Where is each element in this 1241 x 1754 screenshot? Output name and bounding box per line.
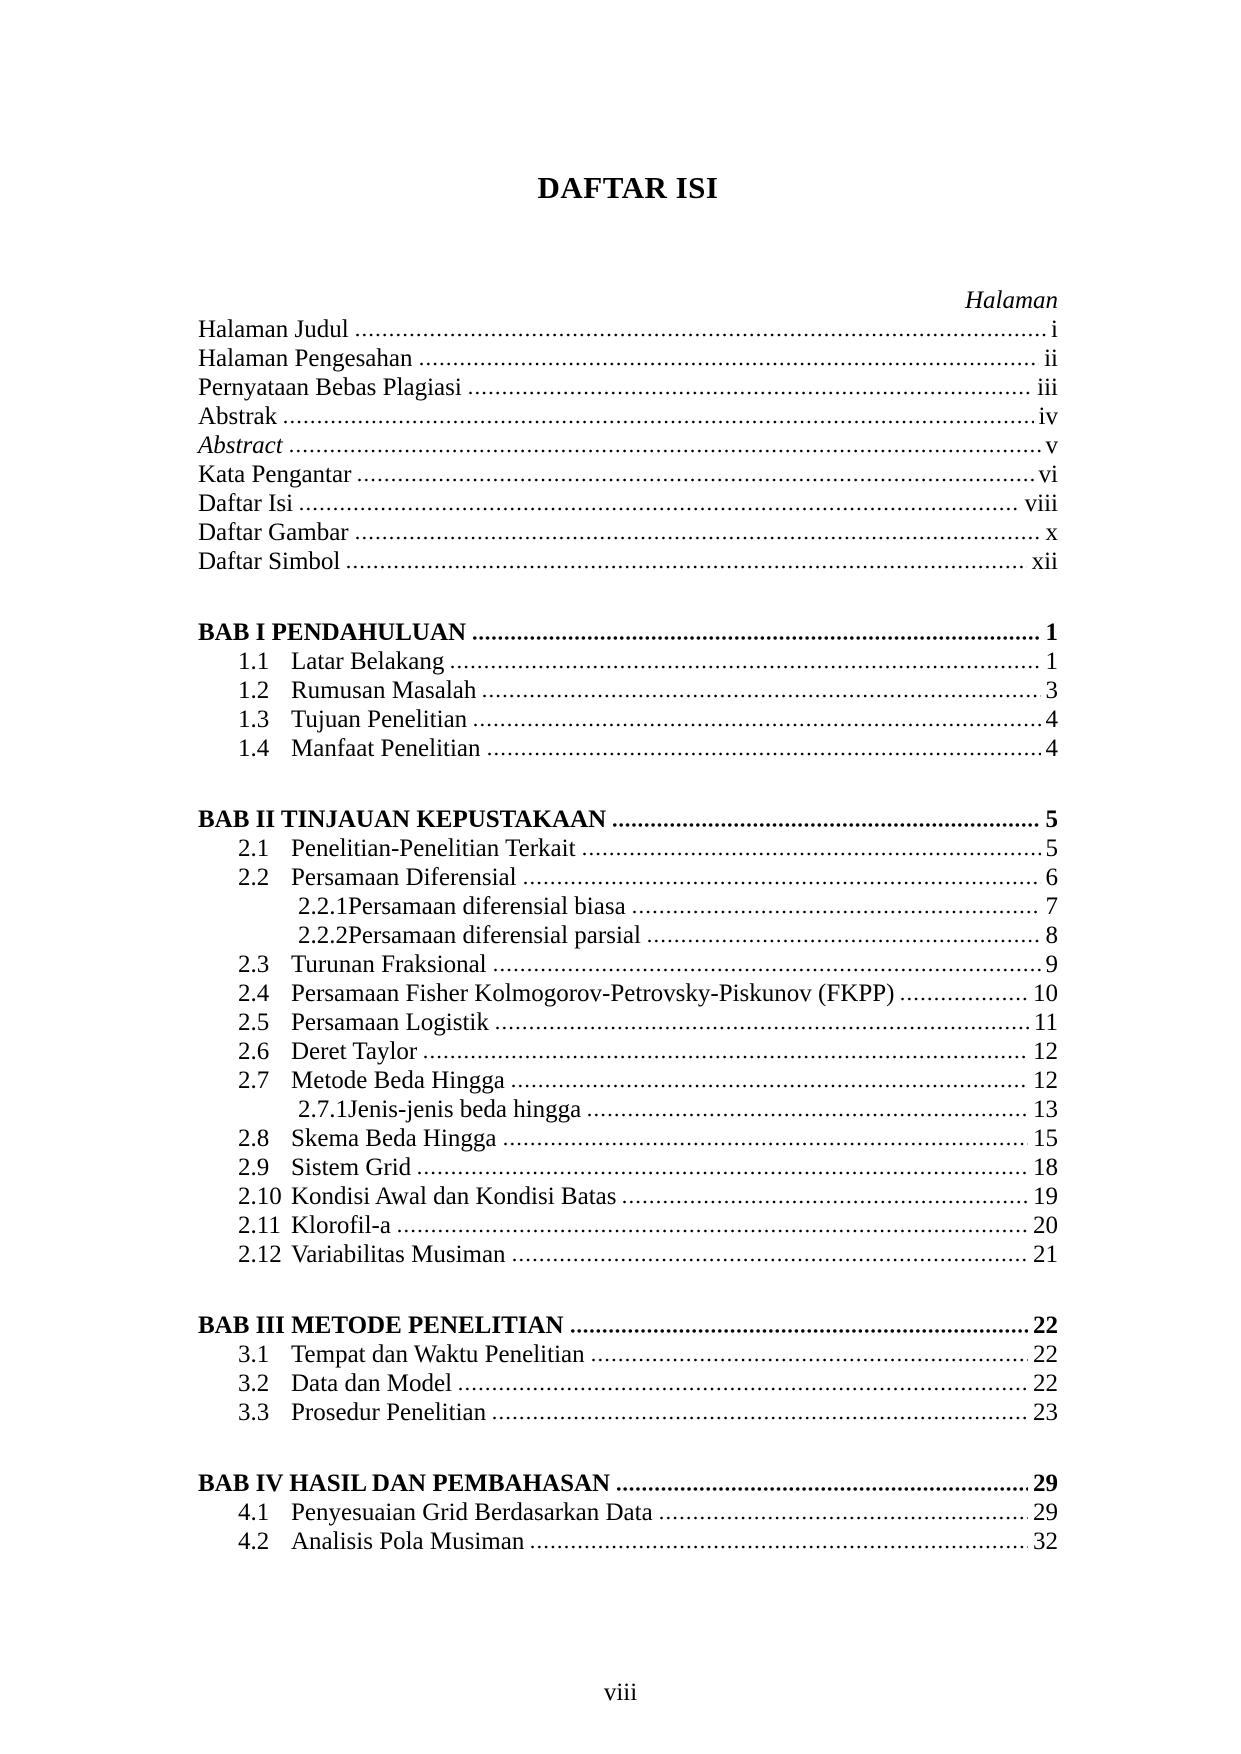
toc-leader-dots bbox=[355, 315, 1046, 344]
toc-page-number: vi bbox=[1038, 461, 1058, 488]
toc-leader-dots bbox=[468, 373, 1032, 402]
toc-entry-row bbox=[198, 1498, 1058, 1527]
toc-page-number: 15 bbox=[1033, 1125, 1058, 1152]
toc-leader-dots bbox=[591, 1340, 1028, 1369]
toc-entry-label: Persamaan diferensial parsial bbox=[348, 922, 641, 949]
toc-entry-number: 4.2 bbox=[238, 1528, 270, 1555]
toc-entry-row bbox=[198, 518, 1058, 547]
toc-page-number: x bbox=[1045, 519, 1058, 546]
toc-leader-dots bbox=[493, 950, 1041, 979]
toc-entry-number: 2.7 bbox=[238, 1067, 270, 1094]
toc-entry-row bbox=[198, 863, 1058, 892]
toc-chapter-title: BAB I PENDAHULUAN bbox=[198, 619, 467, 646]
toc-entry-row bbox=[198, 647, 1058, 676]
toc-entry-label: Turunan Fraksional bbox=[291, 951, 487, 978]
toc-entry-label: Sistem Grid bbox=[291, 1154, 412, 1181]
toc-entry-number: 1.3 bbox=[238, 706, 270, 733]
toc-page-number: 4 bbox=[1045, 735, 1058, 762]
toc-leader-dots bbox=[482, 676, 1040, 705]
page-title: DAFTAR ISI bbox=[537, 170, 719, 205]
toc-entry-number: 4.1 bbox=[238, 1499, 270, 1526]
toc-page-number: 21 bbox=[1033, 1241, 1058, 1268]
toc-entry-label: Halaman Pengesahan bbox=[198, 345, 413, 372]
toc-leader-dots bbox=[487, 734, 1041, 763]
toc-page-number: 12 bbox=[1033, 1067, 1058, 1094]
toc-page-number: v bbox=[1045, 432, 1058, 459]
toc-entry-row bbox=[198, 1527, 1058, 1556]
toc-page-number: 5 bbox=[1045, 835, 1058, 862]
toc-page-number: 29 bbox=[1033, 1499, 1058, 1526]
toc-entry-row bbox=[198, 373, 1058, 402]
toc-entry-label: Klorofil-a bbox=[291, 1212, 391, 1239]
toc-entry-label: Tempat dan Waktu Penelitian bbox=[291, 1341, 585, 1368]
toc-entry-label: Manfaat Penelitian bbox=[291, 735, 481, 762]
toc-leader-dots bbox=[647, 921, 1041, 950]
toc-page-number: 5 bbox=[1045, 806, 1058, 833]
toc-entry-label: Kata Pengantar bbox=[198, 461, 352, 488]
toc-leader-dots bbox=[458, 1369, 1028, 1398]
toc-entry-label: Skema Beda Hingga bbox=[291, 1125, 497, 1152]
toc-entry-number: 2.12 bbox=[238, 1241, 282, 1268]
toc-page-number: 18 bbox=[1033, 1154, 1058, 1181]
toc-entry-label: Latar Belakang bbox=[291, 648, 445, 675]
toc-leader-dots bbox=[530, 1527, 1028, 1556]
toc-entry-row bbox=[198, 950, 1058, 979]
toc-entry-row bbox=[198, 734, 1058, 763]
toc-leader-dots bbox=[900, 979, 1028, 1008]
toc-entry-row bbox=[198, 402, 1058, 431]
toc-page-number: 22 bbox=[1033, 1341, 1058, 1368]
toc-page-number: xii bbox=[1031, 548, 1058, 575]
toc-leader-dots bbox=[503, 1124, 1028, 1153]
toc-leader-dots bbox=[299, 489, 1020, 518]
toc-entry-label: Persamaan Fisher Kolmogorov-Petrovsky-Piskunov (FKPP) bbox=[291, 980, 895, 1007]
toc-page-number: iii bbox=[1037, 374, 1058, 401]
toc-page-number: 29 bbox=[1033, 1470, 1058, 1497]
toc-entry-number: 1.1 bbox=[238, 648, 270, 675]
toc-entry-row bbox=[198, 834, 1058, 863]
toc-entry-label: Daftar Simbol bbox=[198, 548, 341, 575]
toc-entry-label: Metode Beda Hingga bbox=[291, 1067, 505, 1094]
toc-entry-number: 2.2.1 bbox=[298, 893, 348, 920]
toc-entry-label: Prosedur Penelitian bbox=[291, 1399, 487, 1426]
toc-entry-number: 1.4 bbox=[238, 735, 270, 762]
toc-leader-dots bbox=[423, 1037, 1028, 1066]
toc-entry-row bbox=[198, 979, 1058, 1008]
toc-page-number: ii bbox=[1044, 345, 1058, 372]
toc-page-number: 13 bbox=[1033, 1096, 1058, 1123]
toc-entry-row bbox=[198, 1037, 1058, 1066]
toc-leader-dots bbox=[582, 834, 1041, 863]
toc-entry-label: Jenis-jenis beda hingga bbox=[348, 1096, 582, 1123]
toc-entry-number: 3.1 bbox=[238, 1341, 270, 1368]
toc-entry-number: 2.4 bbox=[238, 980, 270, 1007]
toc-entry-row bbox=[198, 1066, 1058, 1095]
toc-entry-number: 1.2 bbox=[238, 677, 270, 704]
toc-chapter-row bbox=[198, 1311, 1058, 1340]
toc-entry-row bbox=[198, 315, 1058, 344]
toc-entry-number: 2.7.1 bbox=[298, 1096, 348, 1123]
toc-page-number: 22 bbox=[1033, 1370, 1058, 1397]
toc-leader-dots bbox=[355, 518, 1041, 547]
toc-entry-number: 2.2.2 bbox=[298, 922, 348, 949]
toc-entry-row bbox=[198, 344, 1058, 373]
toc-entry-row bbox=[198, 1124, 1058, 1153]
toc-page-number: 12 bbox=[1033, 1038, 1058, 1065]
toc-entry-label: Persamaan Diferensial bbox=[291, 864, 517, 891]
toc-chapter-title: BAB II TINJAUAN KEPUSTAKAAN bbox=[198, 806, 607, 833]
toc-entry-number: 2.5 bbox=[238, 1009, 270, 1036]
toc-page-number: 9 bbox=[1045, 951, 1058, 978]
toc-page-number: 20 bbox=[1033, 1212, 1058, 1239]
toc-leader-dots bbox=[632, 892, 1041, 921]
toc-entry-row bbox=[198, 1153, 1058, 1182]
toc-leader-dots bbox=[346, 547, 1026, 576]
toc-page-number: 1 bbox=[1045, 619, 1058, 646]
toc-leader-dots bbox=[357, 460, 1033, 489]
toc-page-number: 7 bbox=[1045, 893, 1058, 920]
toc-entry-label: Halaman Judul bbox=[198, 316, 349, 343]
toc-entry-row bbox=[198, 1369, 1058, 1398]
toc-entry-number: 2.11 bbox=[238, 1212, 281, 1239]
halaman-column-header: Halaman bbox=[964, 287, 1058, 314]
toc-entry-row bbox=[198, 431, 1058, 460]
toc-page-number: 11 bbox=[1033, 1009, 1058, 1036]
toc-chapter-row bbox=[198, 805, 1058, 834]
toc-leader-dots bbox=[492, 1398, 1028, 1427]
toc-entry-label: Persamaan Logistik bbox=[291, 1009, 489, 1036]
toc-entry-row bbox=[198, 1211, 1058, 1240]
toc-entry-number: 2.8 bbox=[238, 1125, 270, 1152]
toc-leader-dots bbox=[511, 1066, 1028, 1095]
toc-entry-label: Persamaan diferensial biasa bbox=[348, 893, 626, 920]
toc-page-number: 8 bbox=[1045, 922, 1058, 949]
toc-entry-number: 2.3 bbox=[238, 951, 270, 978]
toc-page-number: 23 bbox=[1033, 1399, 1058, 1426]
toc-entry-row bbox=[198, 489, 1058, 518]
toc-entry-label: Abstrak bbox=[198, 403, 278, 430]
toc-entry-label: Daftar Isi bbox=[198, 490, 294, 517]
toc-entry-row bbox=[198, 1240, 1058, 1269]
toc-chapter-title: BAB IV HASIL DAN PEMBAHASAN bbox=[198, 1470, 611, 1497]
toc-entry-row bbox=[198, 460, 1058, 489]
toc-entry-row bbox=[198, 547, 1058, 576]
toc-entry-row bbox=[198, 1398, 1058, 1427]
toc-entry-label: Variabilitas Musiman bbox=[291, 1241, 506, 1268]
toc-entry-label: Deret Taylor bbox=[291, 1038, 418, 1065]
toc-entry-row bbox=[198, 1095, 1058, 1124]
toc-entry-row bbox=[198, 1182, 1058, 1211]
toc-page-number: 1 bbox=[1045, 648, 1058, 675]
toc-entry-row bbox=[198, 1008, 1058, 1037]
toc-leader-dots bbox=[587, 1095, 1028, 1124]
toc-page-number: 10 bbox=[1033, 980, 1058, 1007]
toc-page-number: 19 bbox=[1033, 1183, 1058, 1210]
toc-entry-number: 2.9 bbox=[238, 1154, 270, 1181]
toc-page-number: 22 bbox=[1033, 1312, 1058, 1339]
toc-entry-label: Kondisi Awal dan Kondisi Batas bbox=[291, 1183, 617, 1210]
toc-leader-dots bbox=[612, 805, 1040, 834]
toc-leader-dots bbox=[523, 863, 1041, 892]
toc-leader-dots bbox=[417, 1153, 1028, 1182]
toc-chapter-title: BAB III METODE PENELITIAN bbox=[198, 1312, 564, 1339]
toc-entry-row bbox=[198, 921, 1058, 950]
toc-page-number: 4 bbox=[1045, 706, 1058, 733]
toc-entry-number: 3.3 bbox=[238, 1399, 270, 1426]
toc-leader-dots bbox=[570, 1311, 1028, 1340]
toc-page-number: 6 bbox=[1045, 864, 1058, 891]
toc-entry-number: 2.10 bbox=[238, 1183, 282, 1210]
toc-entry-row bbox=[198, 1340, 1058, 1369]
toc-leader-dots bbox=[472, 618, 1040, 647]
toc-page-number: 3 bbox=[1045, 677, 1058, 704]
toc-leader-dots bbox=[450, 647, 1040, 676]
toc-page-number: viii bbox=[1024, 490, 1058, 517]
toc-entry-number: 2.1 bbox=[238, 835, 270, 862]
toc-entry-label: Daftar Gambar bbox=[198, 519, 349, 546]
toc-leader-dots bbox=[512, 1240, 1028, 1269]
page-footer-number: viii bbox=[603, 1679, 638, 1706]
toc-front-matter-list bbox=[198, 315, 1058, 576]
toc-leader-dots bbox=[495, 1008, 1029, 1037]
toc-entry-number: 3.2 bbox=[238, 1370, 270, 1397]
toc-leader-dots bbox=[622, 1182, 1028, 1211]
toc-entry-row bbox=[198, 676, 1058, 705]
toc-entry-number: 2.6 bbox=[238, 1038, 270, 1065]
toc-entry-row bbox=[198, 892, 1058, 921]
toc-entry-label: Tujuan Penelitian bbox=[291, 706, 468, 733]
toc-entry-label: Penyesuaian Grid Berdasarkan Data bbox=[291, 1499, 653, 1526]
toc-leader-dots bbox=[616, 1469, 1028, 1498]
toc-entry-label: Data dan Model bbox=[291, 1370, 453, 1397]
toc-chapter-row bbox=[198, 618, 1058, 647]
toc-entry-label: Abstract bbox=[198, 432, 283, 459]
toc-page-number: 32 bbox=[1033, 1528, 1058, 1555]
toc-entry-label: Penelitian-Penelitian Terkait bbox=[291, 835, 576, 862]
toc-entry-label: Pernyataan Bebas Plagiasi bbox=[198, 374, 462, 401]
toc-leader-dots bbox=[419, 344, 1040, 373]
toc-chapter-row bbox=[198, 1469, 1058, 1498]
toc-leader-dots bbox=[659, 1498, 1028, 1527]
toc-leader-dots bbox=[283, 402, 1033, 431]
toc-entry-label: Rumusan Masalah bbox=[291, 677, 477, 704]
toc-page-number: iv bbox=[1038, 403, 1058, 430]
toc-leader-dots bbox=[289, 431, 1041, 460]
toc-leader-dots bbox=[397, 1211, 1028, 1240]
toc-page-number: i bbox=[1051, 316, 1058, 343]
toc-entry-label: Analisis Pola Musiman bbox=[291, 1528, 525, 1555]
toc-entry-row bbox=[198, 705, 1058, 734]
toc-chapters-list bbox=[198, 618, 1058, 1556]
toc-entry-number: 2.2 bbox=[238, 864, 270, 891]
toc-leader-dots bbox=[473, 705, 1040, 734]
